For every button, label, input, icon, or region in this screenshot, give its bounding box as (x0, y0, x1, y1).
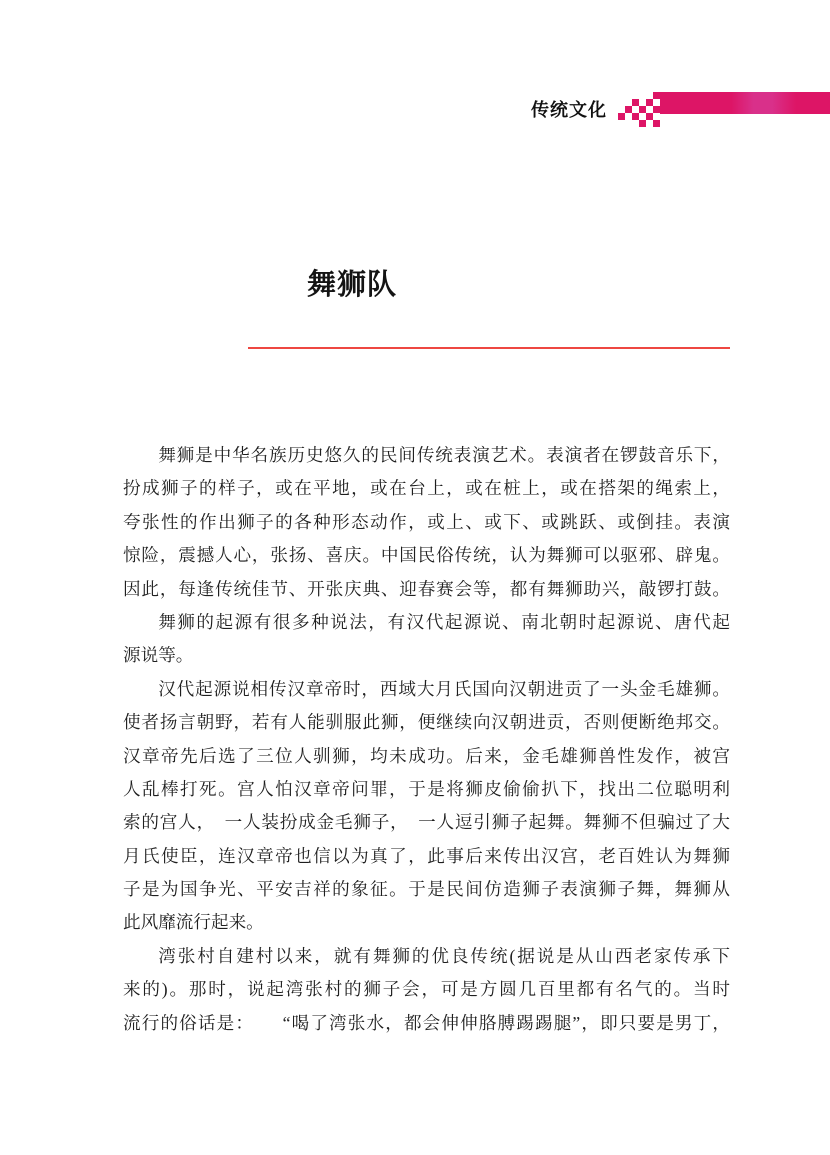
header-section-label: 传统文化 (531, 100, 607, 120)
text-line: 月氏使臣，连汉章帝也信以为真了，此事后来传出汉宫，老百姓认为舞狮 (123, 845, 730, 866)
text-line: 舞狮是中华名族历史悠久的民间传统表演艺术。表演者在锣鼓音乐下， (158, 445, 730, 465)
text-line: 人乱棒打死。宫人怕汉章帝问罪，于是将狮皮偷偷扒下，找出二位聪明利 (123, 778, 730, 799)
text-line: 源说等。 (123, 645, 194, 666)
text-line: 索的宫人， 一人装扮成金毛狮子， 一人逗引狮子起舞。舞狮不但骗过了大 (123, 812, 730, 833)
text-line: 舞狮的起源有很多种说法，有汉代起源说、南北朝时起源说、唐代起 (158, 611, 730, 632)
pixel-checker-decoration-icon (618, 92, 660, 127)
text-line: 惊险，震撼人心，张扬、喜庆。中国民俗传统，认为舞狮可以驱邪、辟鬼。 (123, 545, 730, 566)
text-line: 使者扬言朝野，若有人能驯服此狮，便继续向汉朝进贡，否则便断绝邦交。 (123, 712, 730, 733)
text-line: 子是为国争光、平安吉祥的象征。于是民间仿造狮子表演狮子舞，舞狮从 (123, 879, 730, 900)
page-title: 舞狮队 (307, 269, 398, 301)
text-line: 来的)。那时，说起湾张村的狮子会，可是方圆几百里都有名气的。当时 (123, 979, 730, 1000)
text-line: 湾张村自建村以来，就有舞狮的优良传统(据说是从山西老家传承下 (158, 945, 730, 966)
text-line: 汉代起源说相传汉章帝时，西域大月氏国向汉朝进贡了一头金毛雄狮。 (158, 678, 730, 699)
text-line: 扮成狮子的样子，或在平地，或在台上，或在桩上，或在搭架的绳索上， (123, 478, 730, 499)
body-text-block (123, 439, 730, 1040)
title-divider-line (248, 347, 730, 349)
header-accent-bar (660, 92, 830, 114)
text-line: 流行的俗话是： “喝了湾张水，都会伸伸胳膊踢踢腿”，即只要是男丁， (123, 1012, 730, 1033)
text-line: 夸张性的作出狮子的各种形态动作，或上、或下、或跳跃、或倒挂。表演 (123, 511, 730, 532)
text-line: 此风靡流行起来。 (123, 912, 264, 933)
text-line: 因此，每逢传统佳节、开张庆典、迎春赛会等，都有舞狮助兴，敲锣打鼓。 (123, 578, 730, 599)
text-line: 汉章帝先后选了三位人驯狮，均未成功。后来，金毛雄狮兽性发作，被宫 (123, 745, 730, 766)
